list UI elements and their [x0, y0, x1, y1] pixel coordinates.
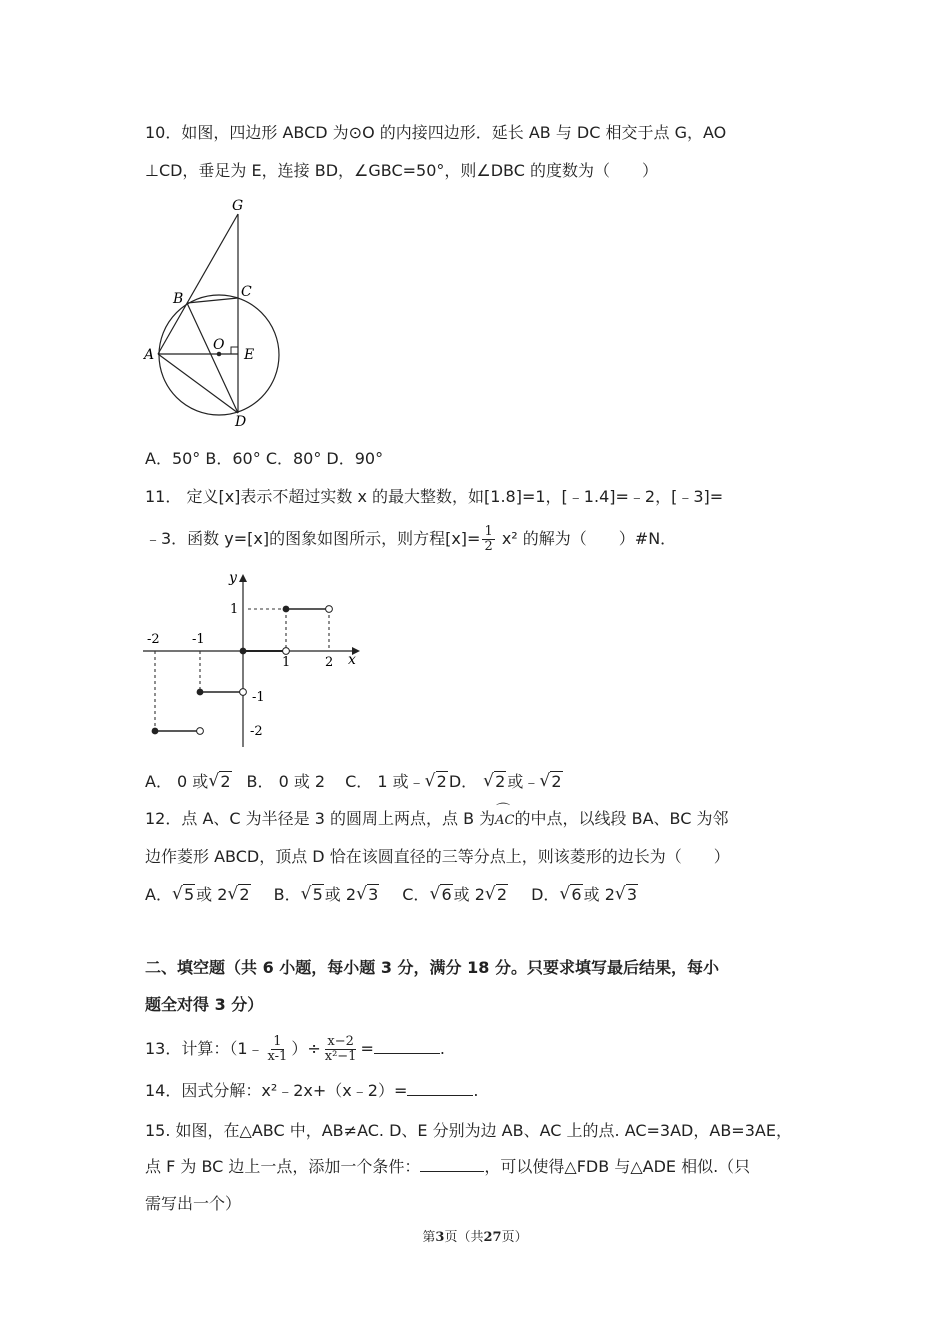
radicand: 3: [368, 885, 379, 904]
sqrt-symbol: [301, 883, 324, 907]
q13-equals: =: [360, 1039, 374, 1058]
q11-line2-end: x² 的解为（ ）#N．: [496, 529, 677, 548]
sqrt-symbol: [227, 883, 250, 907]
q15-line2-start: 点 F 为 BC 边上一点，添加一个条件：: [145, 1157, 421, 1176]
q11-option-a-text: A． 0 或: [145, 772, 209, 791]
q11-option-b-text: B． 0 或 2: [246, 772, 326, 791]
q12-options: [145, 883, 639, 907]
q11-options: [145, 770, 564, 794]
fraction-numerator: 1: [484, 524, 493, 539]
sqrt-symbol: [483, 770, 506, 794]
sqrt-symbol: [425, 770, 448, 794]
q15-text-line2: [145, 1155, 750, 1179]
open-point-neg1-neg2: [197, 728, 204, 735]
page-footer: [0, 1226, 950, 1245]
sqrt-symbol: [615, 883, 638, 907]
q11-text-line2: [145, 525, 676, 554]
open-point-2-1: [326, 606, 333, 613]
q12-text-line2: 边作菱形 ABCD，顶点 D 恰在该圆直径的三等分点上，则该菱形的边长为（ ）: [145, 847, 730, 866]
q14-start: 14．因式分解：x²﹣2x+（x﹣2）=: [145, 1081, 408, 1100]
q10-text-line2: ⊥CD，垂足为 E，连接 BD，∠GBC=50°，则∠DBC 的度数为（ ）: [145, 161, 659, 180]
fraction-denominator: 2: [484, 539, 493, 554]
label-g: G: [232, 198, 244, 214]
label-a: A: [144, 347, 155, 363]
q15-answer-blank[interactable]: [420, 1157, 484, 1172]
q10-text-line1: 10．如图，四边形 ABCD 为⊙O 的内接四边形．延长 AB 与 DC 相交于点 G，AO: [145, 123, 727, 142]
q13-text: [145, 1035, 445, 1064]
dashed-guides: [155, 609, 329, 731]
y-axis-label: y: [229, 570, 237, 586]
q13-fraction-1: [266, 1035, 290, 1064]
fraction-denominator: x²−1: [324, 1049, 357, 1064]
open-point-1-0: [283, 648, 290, 655]
x-axis-label: x: [348, 652, 356, 668]
q13-start: 13．计算：（1﹣: [145, 1039, 264, 1058]
section-2-heading-line1: 二、填空题（共 6 小题，每小题 3 分，满分 18 分。只要求填写最后结果，每小: [145, 958, 719, 977]
radicand: 2: [496, 885, 508, 904]
radicand: 2: [239, 885, 250, 904]
q11-floor-function-graph: [140, 568, 370, 750]
label-d: D: [235, 414, 247, 430]
radicand: 2: [220, 772, 231, 791]
q12-text-line1: [145, 807, 728, 833]
radicand: 6: [571, 885, 582, 904]
closed-point-neg2-neg2: [152, 728, 159, 735]
y-tick-1: 1: [230, 602, 239, 617]
closed-point-0-0: [240, 648, 247, 655]
sqrt-symbol: [559, 883, 582, 907]
x-tick-neg-2: -2: [147, 632, 160, 647]
sqrt-symbol: [539, 770, 562, 794]
radicand: 2: [551, 772, 562, 791]
label-b: B: [173, 291, 184, 307]
q11-option-c-text: C． 1 或﹣: [345, 772, 425, 791]
q15-line2-end: ，可以使得△FDB 与△ADE 相似.（只: [484, 1157, 751, 1176]
q11-line2-start: ﹣3．函数 y=[x]的图象如图所示，则方程[x]=: [145, 529, 481, 548]
sqrt-symbol: [172, 883, 195, 907]
q10-options: A．50° B．60° C．80° D．90°: [145, 449, 384, 468]
x-tick-neg-1: -1: [192, 632, 205, 647]
q10-circle-figure: [140, 192, 290, 432]
closed-point-neg1-neg1: [197, 689, 204, 696]
radicand: 3: [626, 885, 638, 904]
sqrt-symbol: [429, 883, 452, 907]
q14-answer-blank[interactable]: [407, 1081, 473, 1096]
sqrt-symbol: [485, 883, 508, 907]
x-tick-2: 2: [325, 655, 334, 670]
q12-option-a-label: A．: [145, 885, 172, 904]
footer-page-number: 3: [435, 1230, 445, 1245]
q11-option-d-text: D．: [448, 772, 478, 791]
segment-a-g: [158, 214, 238, 354]
sqrt-symbol: [208, 770, 231, 794]
q15-text-line3: 需写出一个）: [145, 1194, 242, 1213]
q11-text-line1: 11． 定义[x]表示不超过实数 x 的最大整数，如[1.8]=1，[﹣1.4]=﹣2，[﹣3]=: [145, 487, 724, 506]
y-tick-neg-2: -2: [250, 724, 263, 739]
section-2-heading-line2: 题全对得 3 分）: [145, 995, 264, 1014]
q12-option-a-mid: 或 2: [196, 885, 228, 904]
q11-option-d-mid: 或﹣: [507, 772, 540, 791]
q13-divide: ）÷: [291, 1039, 321, 1058]
sqrt-symbol: [356, 883, 379, 907]
y-axis-arrow: [239, 574, 247, 582]
radicand: 5: [183, 885, 195, 904]
q12-option-b-mid: 或 2: [324, 885, 357, 904]
q12-option-c-mid: 或 2: [453, 885, 485, 904]
radicand: 2: [436, 772, 447, 791]
label-c: C: [241, 284, 252, 300]
fraction-numerator: 1: [273, 1034, 282, 1049]
footer-prefix: 第: [422, 1230, 436, 1245]
segment-a-d: [158, 354, 238, 413]
q15-text-line1: 15. 如图，在△ABC 中，AB≠AC. D、E 分别为边 AB、AC 上的点. AC=3AD，AB=3AE，: [145, 1121, 792, 1140]
fraction-numerator: x−2: [327, 1034, 354, 1049]
q14-period: .: [473, 1081, 479, 1100]
arc-ac-notation: ⌒ AC: [495, 809, 514, 833]
right-angle-mark: [231, 347, 238, 354]
q12-option-d-label: D．: [531, 885, 560, 904]
q12-option-d-mid: 或 2: [583, 885, 615, 904]
q13-period: .: [439, 1039, 445, 1058]
q12-option-c-label: C．: [402, 885, 430, 904]
radicand: 5: [312, 885, 323, 904]
q11-fraction-one-half: [482, 525, 494, 554]
open-point-0-neg1: [240, 689, 247, 696]
footer-suffix: 页）: [501, 1230, 528, 1245]
segment-b-d: [187, 303, 238, 413]
q12-line1-end: 的中点，以线段 BA、BC 为邻: [514, 809, 729, 828]
q13-fraction-2: [323, 1035, 359, 1064]
closed-point-1-1: [283, 606, 290, 613]
y-tick-neg-1: -1: [252, 690, 265, 705]
q13-answer-blank[interactable]: [374, 1039, 440, 1054]
fraction-denominator: x-1: [267, 1049, 288, 1064]
label-o: O: [213, 337, 225, 353]
radicand: 6: [441, 885, 452, 904]
footer-total-pages: 27: [483, 1230, 502, 1245]
q12-line1-start: 12．点 A、C 为半径是 3 的圆周上两点，点 B 为: [145, 809, 496, 828]
q12-option-b-label: B．: [273, 885, 301, 904]
x-tick-1: 1: [282, 655, 291, 670]
footer-middle: 页（共: [444, 1230, 484, 1245]
label-e: E: [244, 347, 255, 363]
q14-text: [145, 1079, 478, 1103]
radicand: 2: [495, 772, 506, 791]
